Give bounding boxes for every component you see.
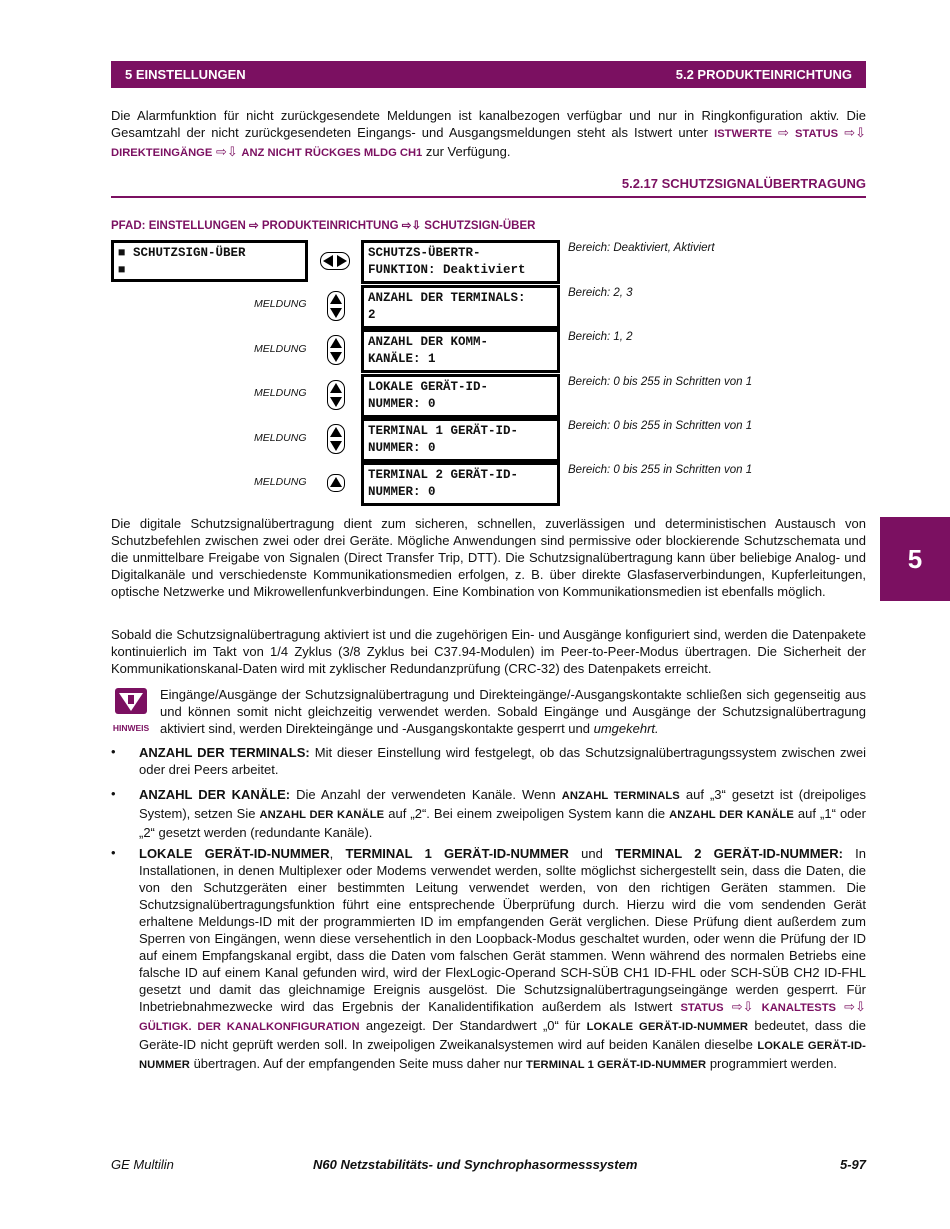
body-paragraph-2: Sobald die Schutzsignalübertragung aktiviert ist und die zugehörigen Ein- und Ausgänge konfiguriert sind, werden die Datenpakete kontinuierlich im Takt von 1/4 Zyklus (3/8 Zyklus bei C37.94-Modulen) im Peer-to-Peer-Modus übertragen. Die Sicherheit der Kommunikationskanal-Daten wird mit zyklischer Redundanzprüfung (CRC-32) des Datenpakets erreicht.	[111, 627, 866, 676]
left-right-key-icon	[320, 252, 350, 270]
bullet-marker: •	[111, 786, 116, 801]
arrow-right-icon: ⇨	[844, 125, 856, 140]
setting-terminal2-id-display[interactable]: TERMINAL 2 GERÄT-ID- NUMMER: 0	[361, 462, 560, 506]
footer-company: GE Multilin	[111, 1157, 174, 1172]
bullet-marker: •	[111, 744, 116, 759]
chapter-title: 5 EINSTELLUNGEN	[125, 67, 246, 82]
hand-pointer-icon	[111, 687, 151, 715]
body-paragraph-1: Die digitale Schutzsignalübertragung dient zum sicheren, schnellen, zuverlässigen und deterministischen Austausch von Schutzbefehlen zwischen zwei oder drei Geräte. Mögliche Anwendungen sind permissive oder blockierende Schutzschemata und die unmittelbare Freigabe von Signalen (Direct Transfer Trip, DTT). Die Schutzsignalübertragung kann über beliebige Analog- und Digitalkanäle und verschiedenste Kommunikationsmedien erfolgen, z. B. über direkte Glasfaserverbindungen, Kupferleitungen, optische Netzwerke und Mikrowellenfunkverbindungen. Eine Kombination von Kommunikationsmedien ist ebenfalls möglich.	[111, 516, 866, 599]
intro-paragraph: Die Alarmfunktion für nicht zurückgesendete Meldungen ist kanalbezogen verfügbar und nur in Ringkonfiguration aktiv. Die Gesamtzahl der nicht zurückgesendeten Eingangs- und Ausgangsmeldungen steht als Istwert unter ISTWERTE ⇨ STATUS ⇨⇩ DIREKTEINGÄNGE ⇨⇩ ANZ NICHT RÜCKGES MLDG CH1 zur Verfügung.	[111, 108, 867, 159]
setting-terminal1-id-display[interactable]: TERMINAL 1 GERÄT-ID- NUMMER: 0	[361, 418, 560, 462]
path-istwerte[interactable]: ISTWERTE	[714, 128, 772, 140]
bullet-terminals: ANZAHL DER TERMINALS: Mit dieser Einstellung wird festgelegt, ob das Schutzsignalübertragungssystem zwischen zwei oder drei Peers arbeitet.	[139, 745, 866, 777]
setting-kanaele-display[interactable]: ANZAHL DER KOMM- KANÄLE: 1	[361, 329, 560, 373]
chapter-header-bar	[111, 61, 866, 88]
path-kanaltests[interactable]: KANALTESTS	[761, 1002, 837, 1014]
path-direkteingaenge[interactable]: DIREKTEINGÄNGE	[111, 147, 213, 159]
footer-page-number: 5-97	[839, 1157, 866, 1172]
section-header-title: 5.2 PRODUKTEINRICHTUNG	[675, 67, 852, 82]
range-terminal1-id: Bereich: 0 bis 255 in Schritten von 1	[568, 420, 753, 432]
footer-product-title: N60 Netzstabilitäts- und Synchrophasormesssystem	[313, 1157, 638, 1172]
arrow-down-icon: ⇩	[855, 999, 866, 1014]
setting-lokale-id-display[interactable]: LOKALE GERÄT-ID- NUMMER: 0	[361, 374, 560, 418]
section-divider	[111, 196, 866, 198]
range-kanaele: Bereich: 1, 2	[568, 331, 633, 343]
path-schutzsign-ueber[interactable]: SCHUTZSIGN-ÜBER	[424, 220, 536, 232]
setting-terminals-display[interactable]: ANZAHL DER TERMINALS: 2	[361, 285, 560, 329]
up-down-key-icon	[327, 291, 345, 321]
meldung-label: MELDUNG	[254, 432, 307, 444]
range-funktion: Bereich: Deaktiviert, Aktiviert	[568, 242, 715, 254]
arrow-right-icon: ⇨	[249, 220, 259, 232]
bullet-geraet-id: LOKALE GERÄT-ID-NUMMER, TERMINAL 1 GERÄT-ID-NUMMER und TERMINAL 2 GERÄT-ID-NUMMER: In Installationen, in denen Multiplexer oder Modems verwendet werden, sollte möglichst sichergestellt sein, dass die Daten, die von den Schutzgeräten einer bestimmten Leitung verwendet werden, von den richtigen Geräten stammen. Die Schutzsignalübertragungsfunktion führt eine entsprechende Überprüfung durch. Hierzu wird die vom sendenden Gerät erhaltene Meldungs-ID mit der programmierten ID im empfangenden Gerät verglichen. Diese Prüfung dient außerdem zum Sperren von Eingängen, wenn diese versehentlich in den Loopback-Modus geschaltet wurden, oder wenn die Prüfung der ID auf einem Empfangskanal ergibt, dass die Daten vom falschen Gerät stammen. Wenn während des normalen Betriebs eine falsche ID auf einem Kanal gefunden wird, wird der FlexLogic-Operand SCH-SÜB CH1 ID-FHL oder SCH-SÜB CH2 ID-FHL gesetzt und damit das gleichnamige Ereignis ausgelöst. Die Schutzsignalübertragungseingänge werden gesperrt. Für Inbetriebnahmezwecke wird das Ergebnis der Kanalidentifikation außerdem als Istwert STATUS ⇨⇩ KANALTESTS ⇨⇩ GÜLTIGK. DER KANALKONFIGURATION angezeigt. Der Standardwert „0“ für LOKALE GERÄT-ID-NUMMER bedeutet, dass die Geräte-ID nicht geprüft werden soll. In zweipoligen Zweikanalsystemen wird auf beiden Kanälen dieselbe LOKALE GERÄT-ID-NUMMER übertragen. Auf der empfangenden Seite muss daher nur TERMINAL 1 GERÄT-ID-NUMMER programmiert werden.	[139, 846, 866, 1071]
path-produkteinrichtung[interactable]: PRODUKTEINRICHTUNG	[261, 220, 399, 232]
up-down-key-icon	[327, 335, 345, 365]
chapter-tab[interactable]: 5	[880, 517, 950, 601]
path-status[interactable]: STATUS	[795, 128, 839, 140]
bullet-kanaele: ANZAHL DER KANÄLE: Die Anzahl der verwendeten Kanäle. Wenn ANZAHL TERMINALS auf „3“ gesetzt ist (dreipoliges System), setzen Sie ANZAHL DER KANÄLE auf „2“. Bei einem zweipoligen System kann die ANZAHL DER KANÄLE auf „1“ oder „2“ gesetzt werden (redundante Kanäle).	[139, 787, 866, 840]
up-key-icon	[327, 474, 345, 492]
range-lokale-id: Bereich: 0 bis 255 in Schritten von 1	[568, 376, 753, 388]
arrow-right-icon: ⇨	[401, 220, 412, 232]
meldung-label: MELDUNG	[254, 387, 307, 399]
path-gueltigk-kanalkonfiguration[interactable]: GÜLTIGK. DER KANALKONFIGURATION	[139, 1021, 360, 1033]
path-status[interactable]: STATUS	[680, 1002, 724, 1014]
note-label: HINWEIS	[112, 723, 150, 733]
note-text: Eingänge/Ausgänge der Schutzsignalübertragung und Direkteingänge/-Ausgangskontakte schließen sich gegenseitig aus und können somit nicht gleichzeitig verwendet werden. Sobald Eingänge und Ausgänge der Schutzsignalübertragung aktiviert sind, werden Direkteingänge und -Ausgangskontakte gesperrt und umgekehrt.	[160, 687, 866, 736]
arrow-down-icon: ⇩	[411, 220, 422, 232]
arrow-right-icon: ⇨	[844, 999, 856, 1014]
up-down-key-icon	[327, 380, 345, 410]
up-down-key-icon	[327, 424, 345, 454]
meldung-label: MELDUNG	[254, 298, 307, 310]
setting-funktion-display[interactable]: SCHUTZS-ÜBERTR- FUNKTION: Deaktiviert	[361, 240, 560, 284]
bullet-marker: •	[111, 845, 116, 860]
arrow-right-icon: ⇨	[778, 125, 789, 140]
arrow-right-icon: ⇨	[215, 144, 227, 159]
arrow-down-icon: ⇩	[855, 125, 867, 140]
menu-main-display[interactable]: ■ SCHUTZSIGN-ÜBER ■	[111, 240, 308, 282]
arrow-right-icon: ⇨	[731, 999, 743, 1014]
note-icon	[111, 687, 151, 733]
arrow-down-icon: ⇩	[226, 144, 238, 159]
arrow-down-icon: ⇩	[742, 999, 754, 1014]
path-anz-nicht-rueckges[interactable]: ANZ NICHT RÜCKGES MLDG CH1	[241, 147, 423, 159]
meldung-label: MELDUNG	[254, 476, 307, 488]
range-terminals: Bereich: 2, 3	[568, 287, 633, 299]
meldung-label: MELDUNG	[254, 343, 307, 355]
range-terminal2-id: Bereich: 0 bis 255 in Schritten von 1	[568, 464, 753, 476]
section-title: 5.2.17 SCHUTZSIGNALÜBERTRAGUNG	[621, 176, 866, 191]
settings-path: PFAD: EINSTELLUNGEN ⇨ PRODUKTEINRICHTUNG ⇨⇩ SCHUTZSIGN-ÜBER	[111, 220, 536, 232]
